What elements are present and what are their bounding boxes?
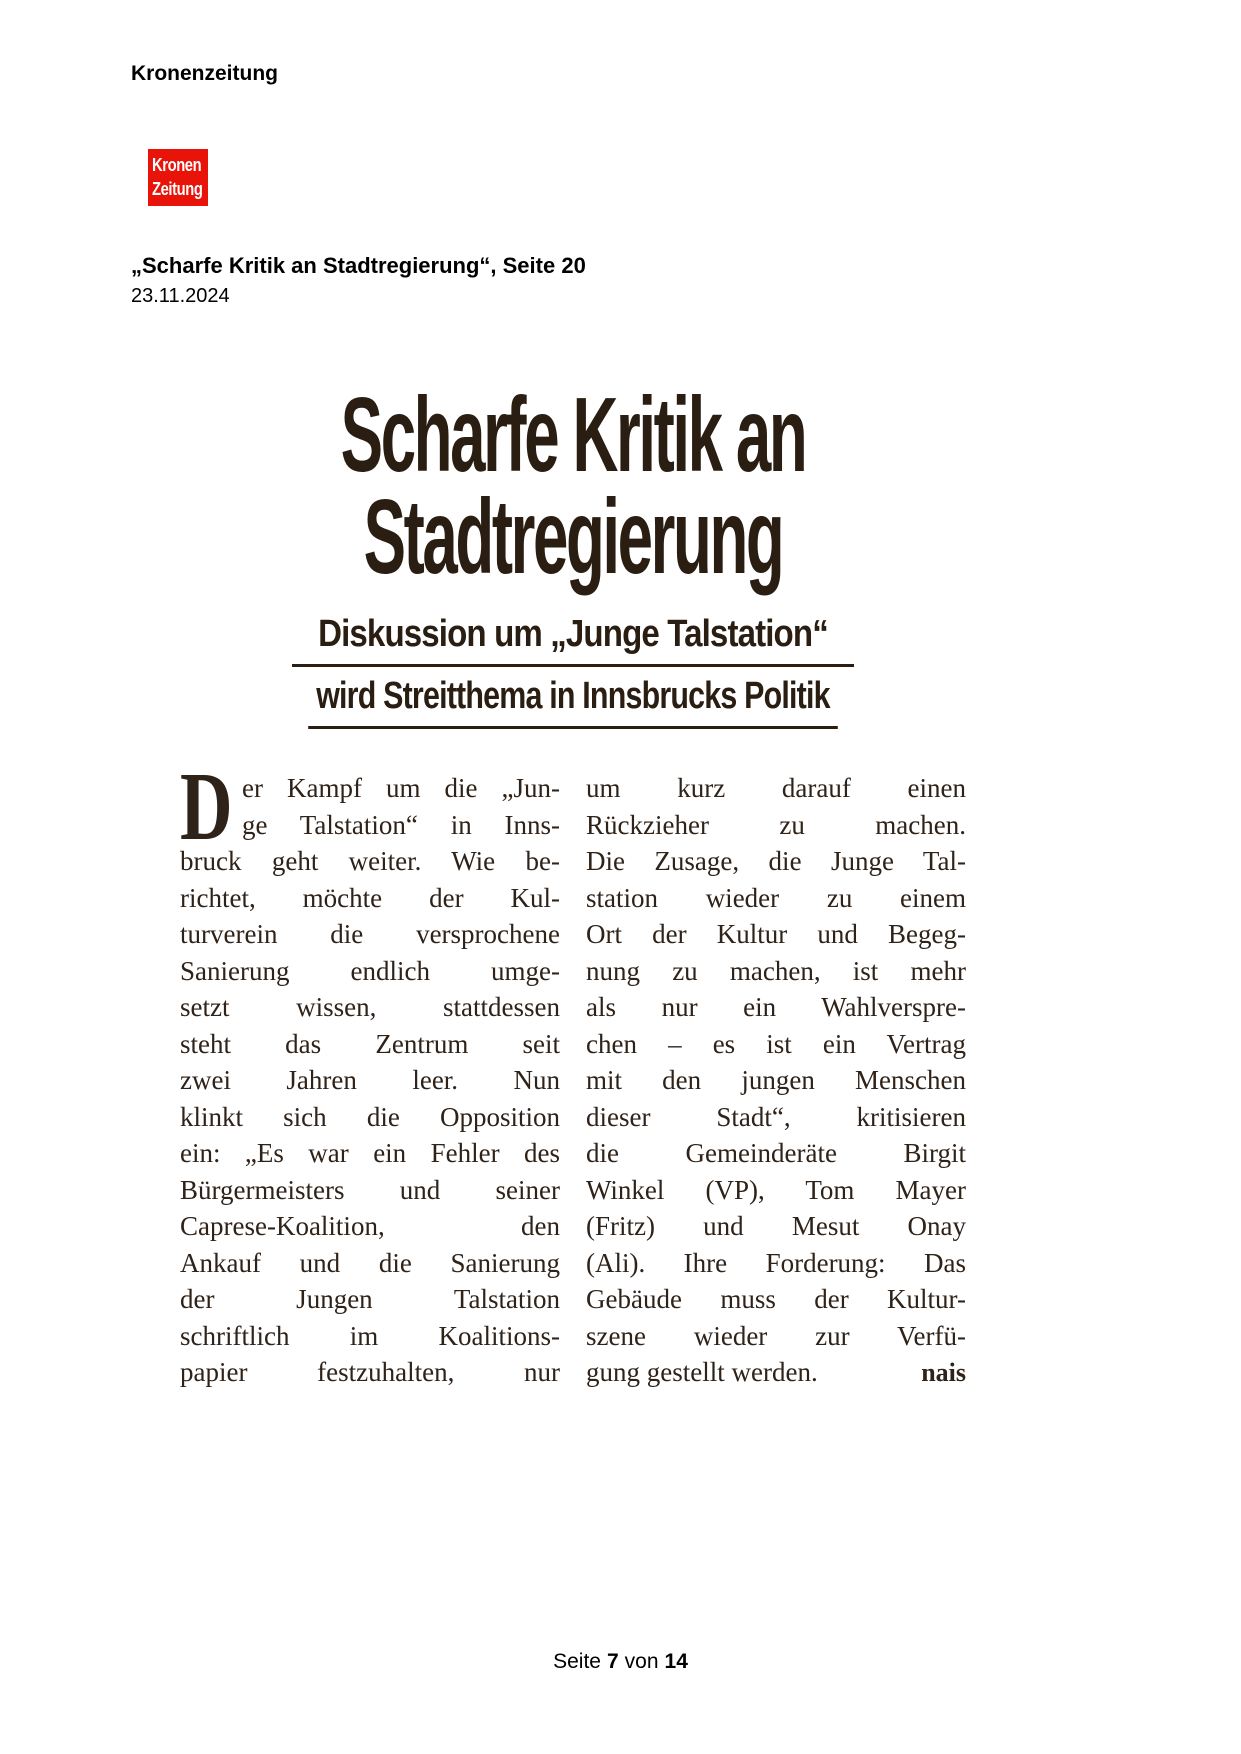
article-text-line: papier festzuhalten, nur xyxy=(180,1357,560,1387)
article-text-line: Gebäude muss der Kultur- xyxy=(586,1284,966,1314)
subhead-row-1 xyxy=(180,610,966,667)
article-text-line: er Kampf um die „Jun- xyxy=(242,773,560,803)
article-text-line: (Ali). Ihre Forderung: Das xyxy=(586,1247,966,1278)
article-text-line: setzt wissen, stattdessen xyxy=(180,992,560,1022)
article-text-line: turverein die versprochene xyxy=(180,919,560,949)
headline-line-2: Stadtregierung xyxy=(363,478,783,596)
article-text-line: Ankauf und die Sanierung xyxy=(180,1247,560,1278)
article-text-line: ein: „Es war ein Fehler des xyxy=(180,1138,560,1168)
clipping-date: 23.11.2024 xyxy=(131,285,230,307)
right-column xyxy=(586,770,966,1391)
article-text-line: Bürgermeisters und seiner xyxy=(180,1174,560,1205)
left-column xyxy=(180,753,560,1391)
article-text-line: Winkel (VP), Tom Mayer xyxy=(586,1174,966,1205)
left-column-lines xyxy=(180,753,560,1391)
article-text-line: Rückzieher zu machen. xyxy=(586,809,966,840)
article-body xyxy=(180,753,966,1391)
page-number-indicator xyxy=(553,1650,688,1674)
article-text-line: Die Zusage, die Junge Tal- xyxy=(586,846,966,876)
logo-line-1: Kronen xyxy=(152,155,202,175)
subhead-line-1: Diskussion um „Junge Talstation“ xyxy=(292,610,854,667)
kronen-zeitung-logo xyxy=(148,149,208,206)
article-text-line: (Fritz) und Mesut Onay xyxy=(586,1211,966,1241)
article-text-line: Caprese-Koalition, den xyxy=(180,1211,560,1241)
article-text-line: Ort der Kultur und Begeg- xyxy=(586,919,966,949)
clipping-title: „Scharfe Kritik an Stadtregierung“, Seite 20 xyxy=(131,253,586,278)
article-text-line: klinkt sich die Opposition xyxy=(180,1101,560,1132)
footer-total-pages: 14 xyxy=(664,1650,688,1673)
article-text-line: schriftlich im Koalitions- xyxy=(180,1320,560,1351)
article-text-line: als nur ein Wahlverspre- xyxy=(586,992,966,1022)
article-text-line: steht das Zentrum seit xyxy=(180,1028,560,1059)
article-headline xyxy=(180,376,966,596)
headline-line-1: Scharfe Kritik an xyxy=(340,376,806,494)
right-column-lines xyxy=(586,770,966,1354)
article-text-line: mit den jungen Menschen xyxy=(586,1065,966,1095)
article-last-line xyxy=(586,1354,966,1391)
article-text-line: um kurz darauf einen xyxy=(586,773,966,803)
subhead-row-2 xyxy=(180,672,966,729)
article-text-line: szene wieder zur Verfü- xyxy=(586,1320,966,1351)
footer-separator: von xyxy=(624,1650,659,1673)
dropcap-letter: D xyxy=(180,753,233,860)
logo-line-2: Zeitung xyxy=(152,179,203,199)
article-text-line: nung zu machen, ist mehr xyxy=(586,955,966,986)
article-text-line: bruck geht weiter. Wie be- xyxy=(180,846,560,876)
article-text-line: zwei Jahren leer. Nun xyxy=(180,1065,560,1095)
article-text-line: richtet, möchte der Kul- xyxy=(180,882,560,913)
author-byline: nais xyxy=(921,1358,966,1387)
article-text-line: chen – es ist ein Vertrag xyxy=(586,1028,966,1059)
subhead-line-2: wird Streitthema in Innsbrucks Politik xyxy=(308,672,838,729)
article-text-line: station wieder zu einem xyxy=(586,882,966,913)
article-text-line: die Gemeinderäte Birgit xyxy=(586,1138,966,1168)
article-text-line: dieser Stadt“, kritisieren xyxy=(586,1101,966,1132)
footer-label: Seite xyxy=(553,1650,601,1673)
page-footer xyxy=(0,1650,1241,1674)
article-text-line: der Jungen Talstation xyxy=(180,1284,560,1314)
article-text-line: ge Talstation“ in Inns- xyxy=(242,809,560,840)
footer-current-page: 7 xyxy=(606,1650,619,1673)
dropcap xyxy=(180,753,234,860)
article-text-line: Sanierung endlich umge- xyxy=(180,955,560,986)
article-last-line-text: gung gestellt werden. xyxy=(586,1357,818,1387)
masthead-text: Kronenzeitung xyxy=(131,62,278,85)
